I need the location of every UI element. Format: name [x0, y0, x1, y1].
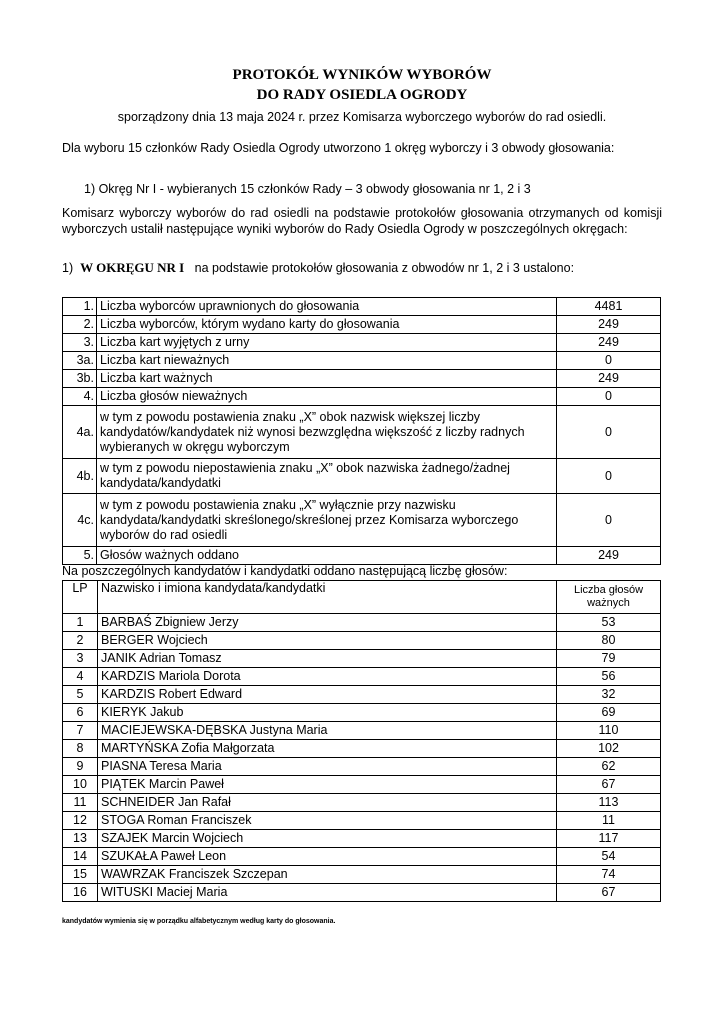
commissioner-paragraph: Komisarz wyborczy wyborów do rad osiedli na podstawie protokołów głosowania otrzymanych od komisji wyborczych ustalił następujące wyniki wyborów do Rady Osiedla Ogrody w poszczególnych okręgach: [62, 206, 662, 236]
candidate-votes: 67 [557, 884, 661, 902]
results-row-label: Liczba wyborców uprawnionych do głosowania [97, 298, 557, 316]
intro-paragraph: Dla wyboru 15 członków Rady Osiedla Ogrody utworzono 1 okręg wyborczy i 3 obwody głosowania: [62, 141, 615, 155]
candidate-votes: 54 [557, 848, 661, 866]
results-row-label: Liczba głosów nieważnych [97, 388, 557, 406]
candidate-row [63, 776, 661, 794]
results-row-number: 5. [63, 547, 97, 565]
document-title-line2: DO RADY OSIEDLA OGRODY [256, 87, 468, 103]
results-row-label: w tym z powodu postawienia znaku „X” wyłącznie przy nazwisku kandydata/kandydatki skreślonego/skreślonej przez Komisarza wyborczego wyborów do rad osiedli [97, 494, 557, 547]
candidate-row [63, 812, 661, 830]
candidates-intro: Na poszczególnych kandydatów i kandydatki oddano następującą liczbę głosów: [62, 564, 508, 578]
candidate-row [63, 668, 661, 686]
candidate-row [63, 704, 661, 722]
candidates-table [62, 580, 661, 902]
candidate-lp: 2 [63, 632, 98, 650]
candidate-row [63, 686, 661, 704]
results-row-value: 0 [557, 494, 661, 547]
candidate-name: WITUSKI Maciej Maria [98, 884, 557, 902]
results-row-number: 3a. [63, 352, 97, 370]
results-row-value: 0 [557, 388, 661, 406]
results-row-label: w tym z powodu postawienia znaku „X” obok nazwisk większej liczby kandydatów/kandydatek niż wynosi bezwzględna większość z liczby radnych wybieranych w okręgu wyborczym [97, 406, 557, 459]
candidate-lp: 11 [63, 794, 98, 812]
candidate-name: PIASNA Teresa Maria [98, 758, 557, 776]
candidate-lp: 9 [63, 758, 98, 776]
candidate-votes: 56 [557, 668, 661, 686]
candidate-votes: 102 [557, 740, 661, 758]
candidate-votes: 62 [557, 758, 661, 776]
results-row-value: 249 [557, 547, 661, 565]
candidate-name: SZUKAŁA Paweł Leon [98, 848, 557, 866]
results-row-label: w tym z powodu niepostawienia znaku „X” obok nazwiska żadnego/żadnej kandydata/kandydatki [97, 459, 557, 494]
results-row-number: 4c. [63, 494, 97, 547]
candidate-votes: 53 [557, 614, 661, 632]
candidate-votes: 69 [557, 704, 661, 722]
results-row-number: 3. [63, 334, 97, 352]
district-heading-text: na podstawie protokołów głosowania z obwodów nr 1, 2 i 3 ustalono: [194, 261, 575, 275]
candidate-name: KARDZIS Robert Edward [98, 686, 557, 704]
results-row [63, 370, 661, 388]
candidate-votes: 113 [557, 794, 661, 812]
candidate-votes: 110 [557, 722, 661, 740]
results-row [63, 316, 661, 334]
results-row [63, 334, 661, 352]
results-row-number: 2. [63, 316, 97, 334]
results-row [63, 459, 661, 494]
candidate-name: WAWRZAK Franciszek Szczepan [98, 866, 557, 884]
header-votes: Liczba głosów ważnych [557, 581, 661, 614]
results-row [63, 494, 661, 547]
results-row-label: Liczba kart nieważnych [97, 352, 557, 370]
candidate-name: STOGA Roman Franciszek [98, 812, 557, 830]
candidate-votes: 74 [557, 866, 661, 884]
district-heading [62, 260, 574, 276]
candidate-lp: 7 [63, 722, 98, 740]
candidate-name: JANIK Adrian Tomasz [98, 650, 557, 668]
results-row-value: 0 [557, 459, 661, 494]
candidate-votes: 80 [557, 632, 661, 650]
candidate-lp: 15 [63, 866, 98, 884]
candidate-lp: 5 [63, 686, 98, 704]
candidates-header-row [63, 581, 661, 614]
results-row-value: 4481 [557, 298, 661, 316]
candidate-votes: 11 [557, 812, 661, 830]
candidate-name: BERGER Wojciech [98, 632, 557, 650]
candidate-name: MACIEJEWSKA-DĘBSKA Justyna Maria [98, 722, 557, 740]
candidate-name: PIĄTEK Marcin Paweł [98, 776, 557, 794]
footnote: kandydatów wymienia się w porządku alfabetycznym według karty do głosowania. [62, 918, 336, 925]
document-subtitle: sporządzony dnia 13 maja 2024 r. przez Komisarza wyborczego wyborów do rad osiedli. [117, 110, 607, 124]
candidate-votes: 67 [557, 776, 661, 794]
header-lp: LP [63, 581, 98, 614]
candidate-lp: 1 [63, 614, 98, 632]
results-row-label: Liczba kart ważnych [97, 370, 557, 388]
candidate-name: MARTYŃSKA Zofia Małgorzata [98, 740, 557, 758]
results-row-number: 3b. [63, 370, 97, 388]
results-row [63, 298, 661, 316]
candidate-row [63, 614, 661, 632]
results-table [62, 297, 661, 565]
results-row [63, 406, 661, 459]
district-heading-bold: W OKRĘGU NR I [80, 260, 185, 275]
candidate-lp: 3 [63, 650, 98, 668]
candidate-lp: 4 [63, 668, 98, 686]
candidate-row [63, 650, 661, 668]
candidate-row [63, 794, 661, 812]
candidate-row [63, 884, 661, 902]
candidate-lp: 8 [63, 740, 98, 758]
results-row-label: Głosów ważnych oddano [97, 547, 557, 565]
header-name: Nazwisko i imiona kandydata/kandydatki [98, 581, 557, 614]
candidate-row [63, 830, 661, 848]
results-row-value: 249 [557, 370, 661, 388]
document-title-line1: PROTOKÓŁ WYNIKÓW WYBORÓW [232, 67, 492, 83]
candidate-row [63, 722, 661, 740]
candidate-name: KARDZIS Mariola Dorota [98, 668, 557, 686]
results-row-number: 4. [63, 388, 97, 406]
candidate-name: SZAJEK Marcin Wojciech [98, 830, 557, 848]
results-row [63, 352, 661, 370]
results-row-number: 4a. [63, 406, 97, 459]
results-row-value: 0 [557, 406, 661, 459]
district-heading-number: 1) [62, 261, 74, 275]
candidate-row [63, 758, 661, 776]
district-list-item: 1) Okręg Nr I - wybieranych 15 członków Rady – 3 obwody głosowania nr 1, 2 i 3 [84, 182, 531, 196]
candidate-row [63, 740, 661, 758]
candidate-lp: 12 [63, 812, 98, 830]
candidate-name: KIERYK Jakub [98, 704, 557, 722]
candidate-row [63, 866, 661, 884]
results-row-number: 4b. [63, 459, 97, 494]
candidate-votes: 32 [557, 686, 661, 704]
candidate-row [63, 632, 661, 650]
results-row-number: 1. [63, 298, 97, 316]
results-row-value: 249 [557, 316, 661, 334]
results-row-label: Liczba wyborców, którym wydano karty do głosowania [97, 316, 557, 334]
candidate-name: SCHNEIDER Jan Rafał [98, 794, 557, 812]
results-row-label: Liczba kart wyjętych z urny [97, 334, 557, 352]
candidate-votes: 79 [557, 650, 661, 668]
results-row [63, 547, 661, 565]
candidate-lp: 14 [63, 848, 98, 866]
results-row-value: 249 [557, 334, 661, 352]
results-row-value: 0 [557, 352, 661, 370]
candidate-row [63, 848, 661, 866]
candidate-lp: 16 [63, 884, 98, 902]
candidate-lp: 6 [63, 704, 98, 722]
results-row [63, 388, 661, 406]
candidate-votes: 117 [557, 830, 661, 848]
candidate-lp: 10 [63, 776, 98, 794]
candidate-lp: 13 [63, 830, 98, 848]
candidate-name: BARBAŚ Zbigniew Jerzy [98, 614, 557, 632]
